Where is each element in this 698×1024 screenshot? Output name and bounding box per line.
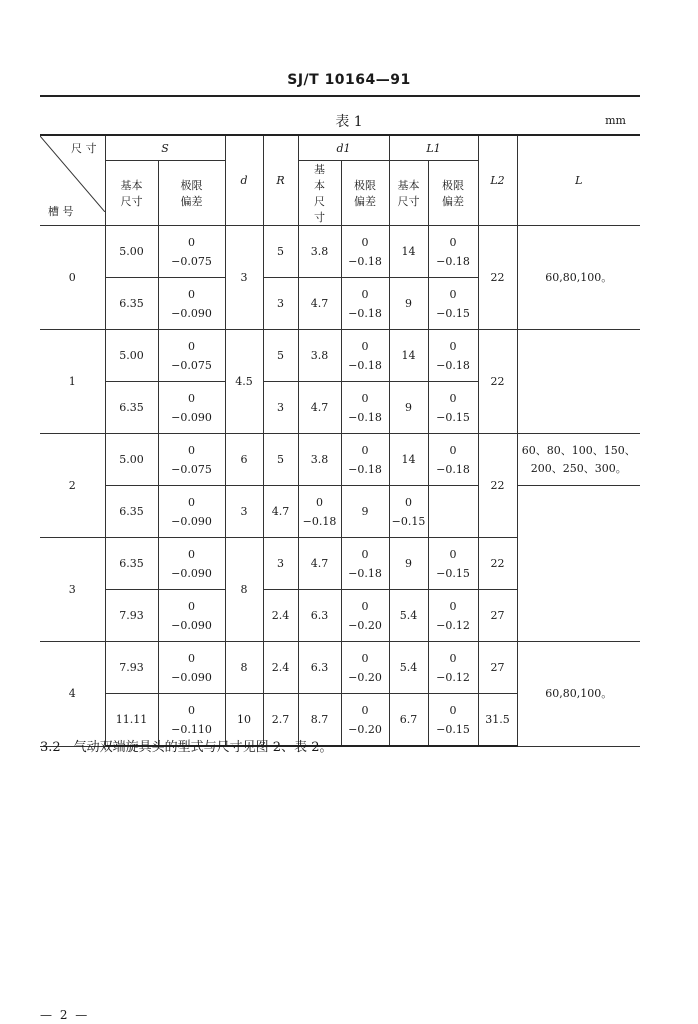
header-R: R: [263, 135, 298, 226]
cell-L1: 9: [341, 486, 389, 538]
cell-d1-tol: 0 −0.18: [341, 226, 389, 278]
header-L1: L1: [389, 135, 478, 161]
cell-L1-tol: 0 −0.12: [428, 590, 478, 642]
cell-d: 10: [225, 694, 263, 747]
table-row: [40, 226, 640, 278]
sub-limit-L1: 极限 偏差: [428, 161, 478, 226]
header-L: L: [517, 135, 640, 226]
cell-L1: 14: [389, 330, 428, 382]
cell-d1: 3.8: [298, 226, 341, 278]
cell-no: 1: [40, 330, 105, 434]
cell-S-tol: 0 −0.075: [158, 434, 225, 486]
cell-no: 2: [40, 434, 105, 538]
cell-S: 11.11: [105, 694, 158, 747]
cell-R: 5: [263, 330, 298, 382]
header-d: d: [225, 135, 263, 226]
cell-d: 8: [225, 642, 263, 694]
cell-L2: 31.5: [478, 694, 517, 747]
cell-L2: 22: [478, 538, 517, 590]
cell-S-tol: 0 −0.090: [158, 590, 225, 642]
cell-S: 5.00: [105, 330, 158, 382]
cell-S: 7.93: [105, 590, 158, 642]
doc-code: SJ/T 10164—91: [287, 72, 411, 88]
cell-L1-tol: 0 −0.18: [428, 330, 478, 382]
cell-S-tol: 0 −0.075: [158, 330, 225, 382]
cell-R: 3: [263, 382, 298, 434]
table-row: [40, 382, 640, 434]
cell-L: 60,80,100。: [517, 226, 640, 330]
cell-d1: 3.8: [298, 434, 341, 486]
corner-no-label: 槽 号: [48, 205, 74, 218]
cell-L1-tol: 0 −0.15: [428, 538, 478, 590]
cell-S-tol: 0 −0.090: [158, 538, 225, 590]
cell-L1-tol: 0 −0.12: [428, 642, 478, 694]
cell-d1-tol: 0 −0.18: [341, 434, 389, 486]
cell-R: 3: [263, 278, 298, 330]
cell-S: 7.93: [105, 642, 158, 694]
cell-S: 6.35: [105, 382, 158, 434]
cell-no: 4: [40, 642, 105, 747]
table-row: [40, 642, 640, 694]
cell-S-tol: 0 −0.090: [158, 486, 225, 538]
cell-S: 5.00: [105, 226, 158, 278]
sub-limit-S: 极限 偏差: [158, 161, 225, 226]
header-d1: d1: [298, 135, 389, 161]
cell-L1: 9: [389, 278, 428, 330]
cell-S-tol: 0 −0.090: [158, 642, 225, 694]
cell-R: 3: [225, 486, 263, 538]
header-rule: [40, 95, 640, 97]
cell-L2: 22: [478, 434, 517, 538]
cell-R: 2.4: [263, 590, 298, 642]
cell-L1: 9: [389, 538, 428, 590]
cell-d: 3: [225, 226, 263, 330]
cell-d1: 8.7: [298, 694, 341, 747]
cell-d1-tol: 0 −0.18: [341, 330, 389, 382]
cell-S: 6.35: [105, 486, 158, 538]
cell-L1: 6.7: [389, 694, 428, 747]
cell-S-tol: 0 −0.075: [158, 226, 225, 278]
cell-d1-tol: 0 −0.20: [341, 642, 389, 694]
cell-R: 5: [263, 434, 298, 486]
section-note: 3.2 气动双端旋具头的型式与尺寸见图 2、表 2。: [40, 740, 333, 755]
cell-no: 3: [40, 538, 105, 642]
cell-L1-tol: 0 −0.18: [428, 226, 478, 278]
cell-S: 5.00: [105, 434, 158, 486]
header-S: S: [105, 135, 225, 161]
cell-d1: 4.7: [263, 486, 298, 538]
cell-L1: 14: [389, 226, 428, 278]
cell-L1-tol: 0 −0.15: [428, 278, 478, 330]
cell-d1-tol: 0 −0.18: [341, 278, 389, 330]
cell-L1: 5.4: [389, 590, 428, 642]
header-L2: L2: [478, 135, 517, 226]
cell-d1-tol: 0 −0.18: [341, 538, 389, 590]
cell-S-tol: 0 −0.090: [158, 278, 225, 330]
cell-S: 6.35: [105, 278, 158, 330]
cell-R: 2.7: [263, 694, 298, 747]
cell-L1: 9: [389, 382, 428, 434]
cell-d1: 6.3: [298, 590, 341, 642]
cell-L2: 27: [478, 590, 517, 642]
cell-d1-tol: 0 −0.20: [341, 694, 389, 747]
cell-d1: 4.7: [298, 538, 341, 590]
corner-size-label: 尺 寸: [71, 142, 97, 155]
cell-d: 4.5: [225, 330, 263, 434]
cell-S-tol: 0 −0.090: [158, 382, 225, 434]
cell-L1-tol: 0 −0.15: [428, 382, 478, 434]
sub-basic-L1: 基本 尺寸: [389, 161, 428, 226]
table-row: [40, 538, 640, 590]
page-number: — 2 —: [40, 1008, 90, 1022]
cell-L1-tol: 0 −0.15: [389, 486, 428, 538]
dimension-table: [40, 134, 640, 747]
cell-d1-tol: 0 −0.20: [341, 590, 389, 642]
cell-L2: 22: [478, 226, 517, 330]
cell-d: 6: [225, 434, 263, 486]
cell-L1-tol: 0 −0.18: [428, 434, 478, 486]
table-unit: mm: [605, 114, 626, 127]
cell-S: 6.35: [105, 538, 158, 590]
table-row: [40, 434, 640, 486]
cell-L: 60,80,100。: [517, 642, 640, 747]
cell-d1-tol: 0 −0.18: [341, 382, 389, 434]
table-row: [40, 330, 640, 382]
cell-L1: 5.4: [389, 642, 428, 694]
sub-basic-S: 基本 尺寸: [105, 161, 158, 226]
cell-L2: 22: [478, 330, 517, 434]
sub-basic-d1: 基本 尺寸: [298, 161, 341, 226]
cell-L1-tol: 0 −0.15: [428, 694, 478, 747]
cell-d1-tol: 0 −0.18: [298, 486, 341, 538]
cell-d1: 6.3: [298, 642, 341, 694]
table-title: 表 1: [335, 114, 363, 130]
cell-R: 2.4: [263, 642, 298, 694]
cell-d1: 4.7: [298, 278, 341, 330]
cell-d1: 3.8: [298, 330, 341, 382]
cell-R: 5: [263, 226, 298, 278]
cell-no: 0: [40, 226, 105, 330]
cell-d: 8: [225, 538, 263, 642]
cell-L1: 14: [389, 434, 428, 486]
cell-d1: 4.7: [298, 382, 341, 434]
table-row: [40, 486, 640, 538]
table-row: [40, 590, 640, 642]
cell-L: 60、80、100、150、 200、250、300。: [517, 434, 640, 486]
corner-cell: [40, 135, 105, 226]
sub-limit-d1: 极限 偏差: [341, 161, 389, 226]
cell-S-tol: 0 −0.110: [158, 694, 225, 747]
cell-L2: 27: [478, 642, 517, 694]
cell-R: 3: [263, 538, 298, 590]
